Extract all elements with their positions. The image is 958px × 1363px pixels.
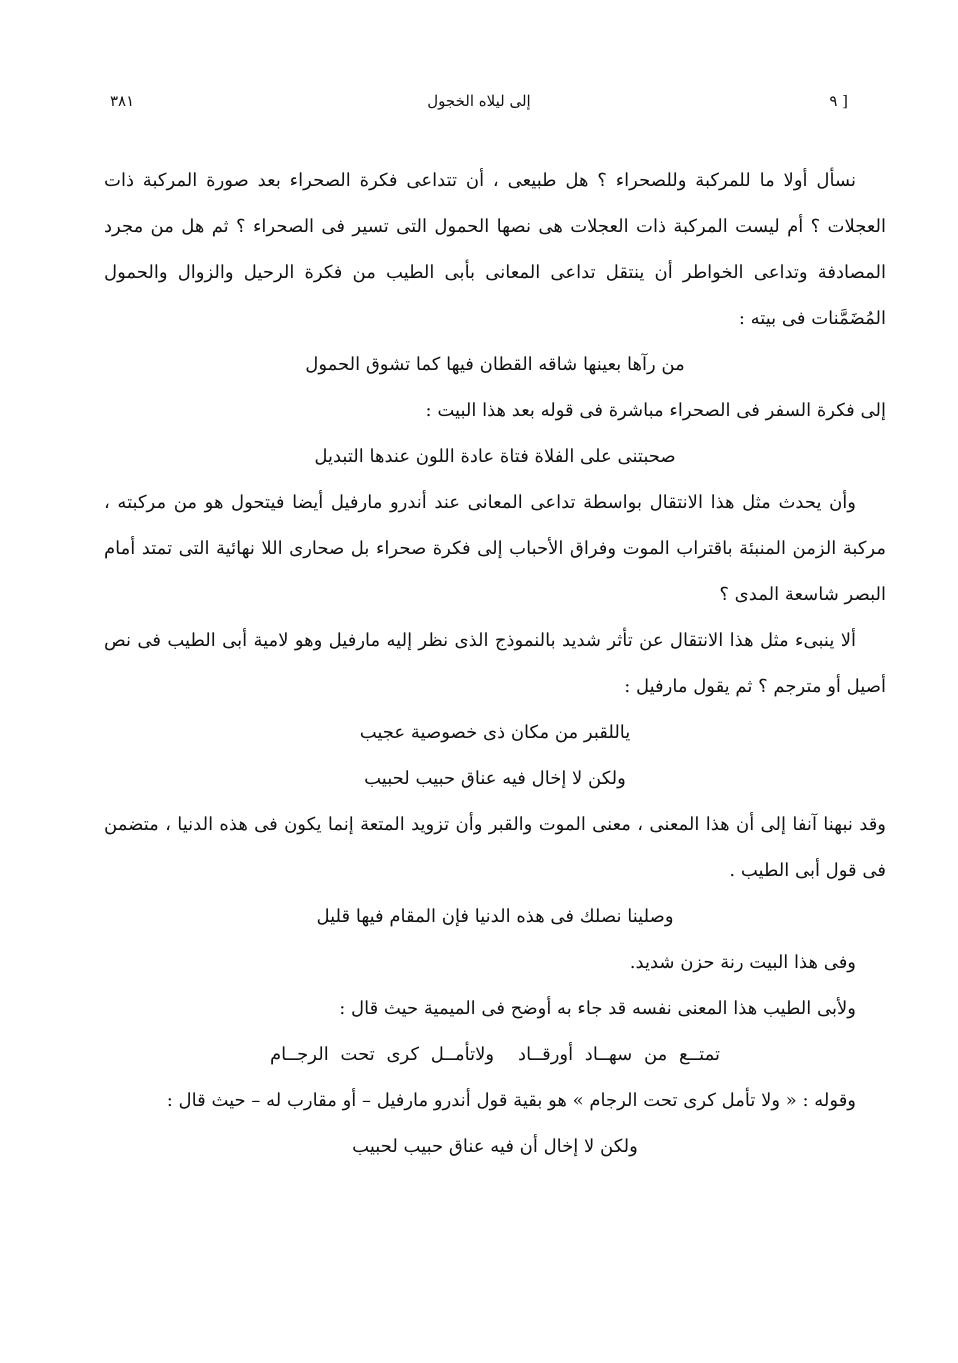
verse-5-first-hemistich: تمتــع من سهــاد أورقــاد: [518, 1044, 720, 1065]
running-title: إلى ليلاه الخجول: [427, 92, 531, 110]
paragraph-2: إلى فكرة السفر فى الصحراء مباشرة فى قوله بعد هذا البيت :: [425, 400, 886, 421]
verse-3a: ياللقبر من مكان ذى خصوصية عجيب: [359, 722, 631, 743]
verse-1: من رآها بعينها شاقه القطان فيها كما تشوق الحمول: [305, 354, 685, 375]
verse-5-second-hemistich: ولاتأمــل كرى تحت الرجــام: [269, 1044, 495, 1065]
paragraph-3: وأن يحدث مثل هذا الانتقال بواسطة تداعى المعانى عند أندرو مارفيل أيضا فيتحول هو من مركبته ، مركبة الزمن المنبئة باقتراب الموت وفراق الأحباب إلى فكرة صحراء بل صحارى اللا نهائية التى تمتد أمام البصر شاسعة المدى ؟: [104, 492, 886, 605]
verse-6: ولكن لا إخال أن فيه عناق حبيب لحبيب: [352, 1136, 638, 1157]
page-header: [110, 92, 848, 118]
page-number: ٣٨١: [110, 92, 135, 110]
page-body: [104, 158, 886, 1170]
verse-2: صحبتنى على الفلاة فتاة عادة اللون عندها التبديل: [314, 446, 676, 467]
paragraph-7: ولأبى الطيب هذا المعنى نفسه قد جاء به أوضح فى الميمية حيث قال :: [339, 998, 856, 1019]
paragraph-1: نسأل أولا ما للمركبة وللصحراء ؟ هل طبيعى ، أن تتداعى فكرة الصحراء بعد صورة المركبة ذات العجلات ؟ أم ليست المركبة ذات العجلات هى نصها الحمول التى تسير فى الصحراء ؟ ثم هل من مجرد المصادفة وتداعى الخواطر أن ينتقل تداعى المعانى بأبى الطيب من فكرة الرحيل والزوال والحمول المُضَمَّنات فى بيته :: [104, 170, 886, 329]
verse-4: وصلينا نصلك فى هذه الدنيا فإن المقام فيها قليل: [316, 906, 674, 927]
verse-3b: ولكن لا إخال فيه عناق حبيب لحبيب: [364, 768, 626, 789]
verse-5: [104, 1032, 886, 1078]
section-mark: [ ٩: [829, 92, 848, 110]
paragraph-4: ألا ينبىء مثل هذا الانتقال عن تأثر شديد بالنموذج الذى نظر إليه مارفيل وهو لامية أبى الطيب فى نص أصيل أو مترجم ؟ ثم يقول مارفيل :: [104, 630, 886, 697]
paragraph-6: وفى هذا البيت رنة حزن شديد.: [629, 952, 856, 973]
paragraph-5: وقد نبهنا آنفا إلى أن هذا المعنى ، معنى الموت والقبر وأن تزويد المتعة إنما يكون فى هذه الدنيا ، متضمن فى قول أبى الطيب .: [104, 814, 886, 881]
paragraph-8: وقوله : « ولا تأمل كرى تحت الرجام » هو بقية قول أندرو مارفيل – أو مقارب له – حيث قال :: [166, 1090, 856, 1111]
